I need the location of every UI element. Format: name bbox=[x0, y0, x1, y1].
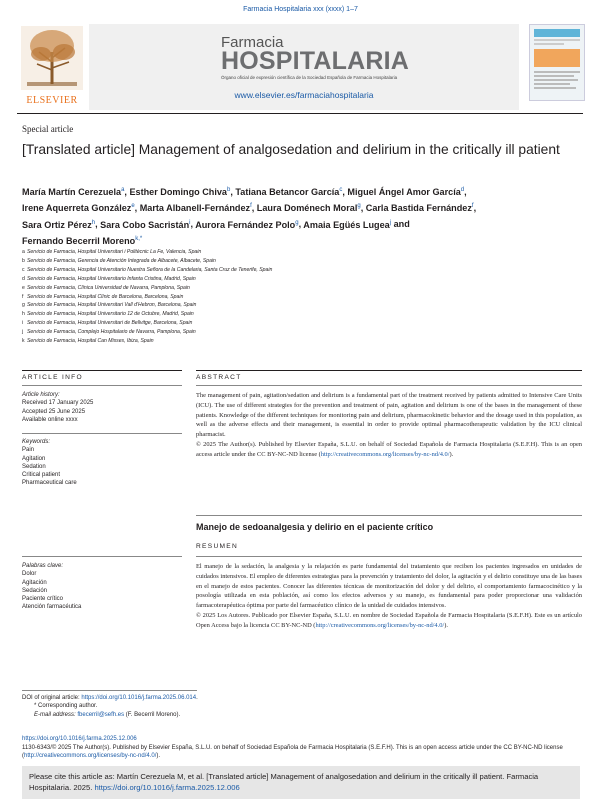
resumen-rule bbox=[196, 556, 582, 557]
keyword: Agitación bbox=[22, 579, 47, 586]
author-list: María Martín Cerezuela$^a$, Esther Domingo Chiva$^b$, Tatiana Betancor García$^c$, Miguel Ángel Amor García$^d$, Irene Aquerreta González$^e$, Marta Albanell-Fernández$^f$, Laura Doménech Moral$^g$, Carla Bastida Fernández$^f$, Sara Ortiz Pérez$^h$, Sara Cobo Sacristán$^i$, Aurora Fernández Polo$^g$, Amaia Egüés Lugea$^j$ and Fernando Becerril Moreno$^{k,*}$ bbox=[22, 187, 477, 246]
author[interactable]: Aurora Fernández Polo$^g$ bbox=[195, 219, 299, 230]
keyword: Critical patient bbox=[22, 472, 61, 479]
palabras-rule bbox=[22, 556, 182, 557]
author[interactable]: Fernando Becerril Moreno$^{k,*}$ bbox=[22, 235, 143, 246]
elsevier-logo bbox=[17, 22, 87, 108]
article-history bbox=[22, 391, 182, 424]
footnotes bbox=[22, 694, 522, 719]
history-label: Article history: bbox=[22, 392, 60, 398]
author[interactable]: Esther Domingo Chiva$^b$ bbox=[129, 187, 231, 198]
author[interactable]: Laura Doménech Moral$^g$ bbox=[256, 203, 361, 214]
affiliation: d Servicio de Farmacia, Hospital Universitario Infanta Cristina, Madrid, Spain bbox=[22, 275, 196, 282]
abstract-text: The management of pain, agitation/sedation and delirium is a fundamental part of the treatment received by patients admitted to Intensive Care Units (ICU). The use of different strategies for the prevention and treatment of pain, agitation and delirium is one of the bases in the management of these patients. Knowledge of the different techniques for monitoring pain and delirium, pharmacokinetic behavior and the dosage used in this population, as well as the adverse effects and their management, is essential in order to provide optimal pharmacotherapeutic validation by the ICU clinical pharmacist. bbox=[196, 392, 582, 439]
abstract-copyright: © 2025 The Author(s). Published by Elsevier España, S.L.U. on behalf of Sociedad Española de Farmacia Hospitalaria (S.E.F.H). This is an open access article under the CC BY-NC-ND license ( bbox=[196, 440, 582, 458]
doi-original: DOI of original article: https://doi.org/10.1016/j.farma.2025.06.014. bbox=[22, 695, 198, 701]
masthead-name-main: HOSPITALARIA bbox=[221, 47, 410, 75]
resumen-heading: RESUMEN bbox=[196, 543, 239, 550]
author[interactable]: Irene Aquerreta González$^e$ bbox=[22, 203, 135, 214]
affiliation: f Servicio de Farmacia, Hospital Clínic de Barcelona, Barcelona, Spain bbox=[22, 293, 184, 300]
article-info-rule bbox=[22, 385, 182, 386]
masthead-subtitle: Órgano oficial de expresión científica de la Sociedad Española de Farmacia Hospitalaria bbox=[221, 75, 398, 80]
keyword: Pain bbox=[22, 447, 35, 454]
affiliation: c Servicio de Farmacia, Hospital Universitario Nuestra Señora de la Candelaria, Santa Cruz de Tenerife, Spain bbox=[22, 266, 273, 273]
license-link[interactable]: http://creativecommons.org/licenses/by-nc-nd/4.0/ bbox=[24, 753, 157, 760]
resumen-copyright: © 2025 Los Autores. Publicado por Elsevier España, S.L.U. en nombre de Sociedad Española de Farmacia Hospitalaria (S.E.F.H). Este es un artículo Open Access bajo la licencia CC BY-NC-ND ( bbox=[196, 611, 582, 629]
email-link[interactable]: fbecerril@sefh.es bbox=[77, 711, 125, 718]
keywords-label: Keywords: bbox=[22, 439, 51, 445]
resumen-text: El manejo de la sedación, la analgesia y la relajación es parte fundamental del tratamiento que reciben los pacientes ingresados en unidades de cuidados intensivos. El empleo de diferentes estrategias para la prevención y tratamiento del dolor, la agitación y el delirio constituye una de las bases en el manejo de estos pacientes. Conocer las diferentes técnicas de monitorización del dolor y del delirio, el comportamiento farmacocinético y la posología utilizada en esta población, así como los efectos adversos y su manejo, es fundamental para poder proporcionar una validación farmacoterapéutica óptima por parte del farmacéutico clínico de la unidad de cuidados intensivos. bbox=[196, 563, 582, 610]
abstract-body: The management of pain, agitation/sedation and delirium is a fundamental part of the treatment received by patients admitted to Intensive Care Units (ICU). The use of different strategies for the prevention and treatment of pain, agitation and delirium is one of the bases in the management of these patients. Knowledge of the different techniques for monitoring pain and delirium, pharmacokinetic behavior and the dosage used in this population, as well as the adverse effects and their management, is essential in order to provide optimal pharmacotherapeutic validation by the ICU clinical pharmacist. © 2025 The Author(s). Published by Elsevier España, S.L.U. on behalf of Sociedad Española de Farmacia Hospitalaria (S.E.F.H). This is an open access article under the CC BY-NC-ND license (http://creativecommons.org/licenses/by-nc-nd/4.0/). bbox=[196, 392, 582, 458]
author[interactable]: María Martín Cerezuela$^a$ bbox=[22, 187, 125, 198]
author[interactable]: Miguel Ángel Amor García$^d$ bbox=[347, 187, 465, 198]
author[interactable]: Sara Ortiz Pérez$^h$ bbox=[22, 219, 96, 230]
history-accepted: Accepted 25 June 2025 bbox=[22, 408, 86, 415]
affiliation: i Servicio de Farmacia, Hospital Universitari de Bellvitge, Barcelona, Spain bbox=[22, 320, 193, 327]
abstract-license-link[interactable]: http://creativecommons.org/licenses/by-nc-nd/4.0/ bbox=[320, 450, 450, 458]
abstract-rule-top bbox=[196, 370, 582, 371]
palabras-label: Palabras clave: bbox=[22, 563, 64, 569]
doi-original-link[interactable]: https://doi.org/10.1016/j.farma.2025.06.014 bbox=[81, 695, 197, 701]
masthead-name-top: Farmacia bbox=[221, 34, 284, 51]
keyword: Atención farmacéutica bbox=[22, 604, 82, 611]
keyword: Dolor bbox=[22, 571, 37, 578]
journal-masthead bbox=[89, 24, 519, 110]
corresponding-note: * Corresponding author. bbox=[34, 703, 98, 710]
citation-text: Please cite this article as: Martín Cerezuela M, et al. [Translated article] Management of analgosedation and delirium in the critically ill patient. Farmacia Hospitalaria. 2025. https://doi.org/10.1016/j.farma.2025.12.006 bbox=[29, 772, 539, 792]
article-info-heading: ARTICLE INFO bbox=[22, 374, 83, 381]
keyword: Sedation bbox=[22, 463, 46, 470]
author[interactable]: Tatiana Betancor García$^c$ bbox=[235, 187, 343, 198]
article-info-rule-top bbox=[22, 370, 182, 371]
author[interactable]: Sara Cobo Sacristán$^i$ bbox=[100, 219, 191, 230]
email-note: E-mail address: fbecerril@sefh.es (F. Becerril Moreno). bbox=[34, 711, 181, 718]
affiliation: j Servicio de Farmacia, Complejo Hospitalario de Navarra, Pamplona, Spain bbox=[22, 329, 196, 336]
abstract-heading: ABSTRACT bbox=[196, 374, 242, 381]
history-online: Available online xxxx bbox=[22, 416, 78, 423]
cover-image bbox=[530, 25, 584, 100]
publisher-name: ELSEVIER bbox=[26, 95, 78, 106]
article-title: [Translated article] Management of analgosedation and delirium in the critically ill patient bbox=[22, 142, 560, 157]
affiliation: h Servicio de Farmacia, Hospital Universitario 12 de Octubre, Madrid, Spain bbox=[22, 311, 194, 318]
header-divider bbox=[17, 113, 583, 114]
affiliation: b Servicio de Farmacia, Gerencia de Atención Integrada de Albacete, Albacete, Spain bbox=[22, 257, 216, 264]
journal-header bbox=[17, 22, 583, 110]
affiliation: e Servicio de Farmacia, Clínica Universidad de Navarra, Pamplona, Spain bbox=[22, 284, 190, 291]
affiliation: a Servicio de Farmacia, Hospital Universitari i Politècnic La Fe, Valencia, Spain bbox=[22, 249, 202, 255]
citation-box bbox=[22, 766, 580, 799]
resumen-license-link[interactable]: http://creativecommons.org/licenses/by-nc-nd/4.0/ bbox=[315, 621, 445, 629]
elsevier-tree-icon bbox=[17, 22, 87, 94]
journal-reference[interactable]: Farmacia Hospitalaria xxx (xxxx) 1–7 bbox=[243, 6, 358, 13]
keyword: Pharmaceutical care bbox=[22, 480, 77, 487]
spanish-rule-top bbox=[196, 515, 582, 516]
keyword: Agitation bbox=[22, 455, 46, 462]
spanish-title: Manejo de sedoanalgesia y delirio en el paciente crítico bbox=[196, 522, 434, 532]
keywords-list bbox=[22, 438, 182, 488]
keyword: Sedación bbox=[22, 587, 48, 594]
keywords-rule bbox=[22, 433, 182, 434]
history-received: Received 17 January 2025 bbox=[22, 400, 94, 407]
affiliation: k Servicio de Farmacia, Hospital Can Misses, Ibiza, Spain bbox=[22, 338, 154, 345]
palabras-clave bbox=[22, 562, 182, 612]
license-statement: 1130-6343/© 2025 The Author(s). Published by Elsevier España, S.L.U. on behalf of Sociedad Española de Farmacia Hospitalaria (S.E.F.H). This is an open access article under the CC BY-NC-ND license (http://creativecommons.org/licenses/by-nc-nd/4.0/). bbox=[22, 745, 563, 760]
keyword: Paciente crítico bbox=[22, 596, 64, 603]
journal-url[interactable]: www.elsevier.es/farmaciahospitalaria bbox=[234, 90, 374, 100]
article-doi[interactable]: https://doi.org/10.1016/j.farma.2025.12.006 bbox=[22, 736, 137, 742]
article-type: Special article bbox=[22, 124, 74, 134]
author[interactable]: Carla Bastida Fernández$^f$ bbox=[365, 203, 474, 214]
citation-doi-link[interactable]: https://doi.org/10.1016/j.farma.2025.12.006 bbox=[94, 782, 240, 792]
author[interactable]: Marta Albanell-Fernández$^f$ bbox=[139, 203, 252, 214]
affiliation: g Servicio de Farmacia, Hospital Universitari Vall d’Hebron, Barcelona, Spain bbox=[22, 302, 197, 309]
affiliation-list bbox=[22, 248, 382, 346]
footnote-rule bbox=[22, 690, 197, 691]
resumen-body: El manejo de la sedación, la analgesia y la relajación es parte fundamental del tratamiento que reciben los pacientes ingresados en unidades de cuidados intensivos. El empleo de diferentes estrategias para la prevención y tratamiento del dolor, la agitación y el delirio constituye una de las bases en el manejo de estos pacientes. Conocer las diferentes técnicas de monitorización del dolor y del delirio, el comportamiento farmacocinético y la posología utilizada en esta población, así como los efectos adversos y su manejo, es fundamental para poder proporcionar una validación farmacoterapéutica óptima por parte del farmacéutico clínico de la unidad de cuidados intensivos. © 2025 Los Autores. Publicado por Elsevier España, S.L.U. en nombre de Sociedad Española de Farmacia Hospitalaria (S.E.F.H). Este es un artículo Open Access bajo la licencia CC BY-NC-ND (http://creativecommons.org/licenses/by-nc-nd/4.0/). bbox=[196, 563, 582, 629]
abstract-rule bbox=[196, 385, 582, 386]
author[interactable]: Amaia Egüés Lugea$^j$ bbox=[303, 219, 392, 230]
journal-cover-thumbnail bbox=[529, 24, 585, 101]
